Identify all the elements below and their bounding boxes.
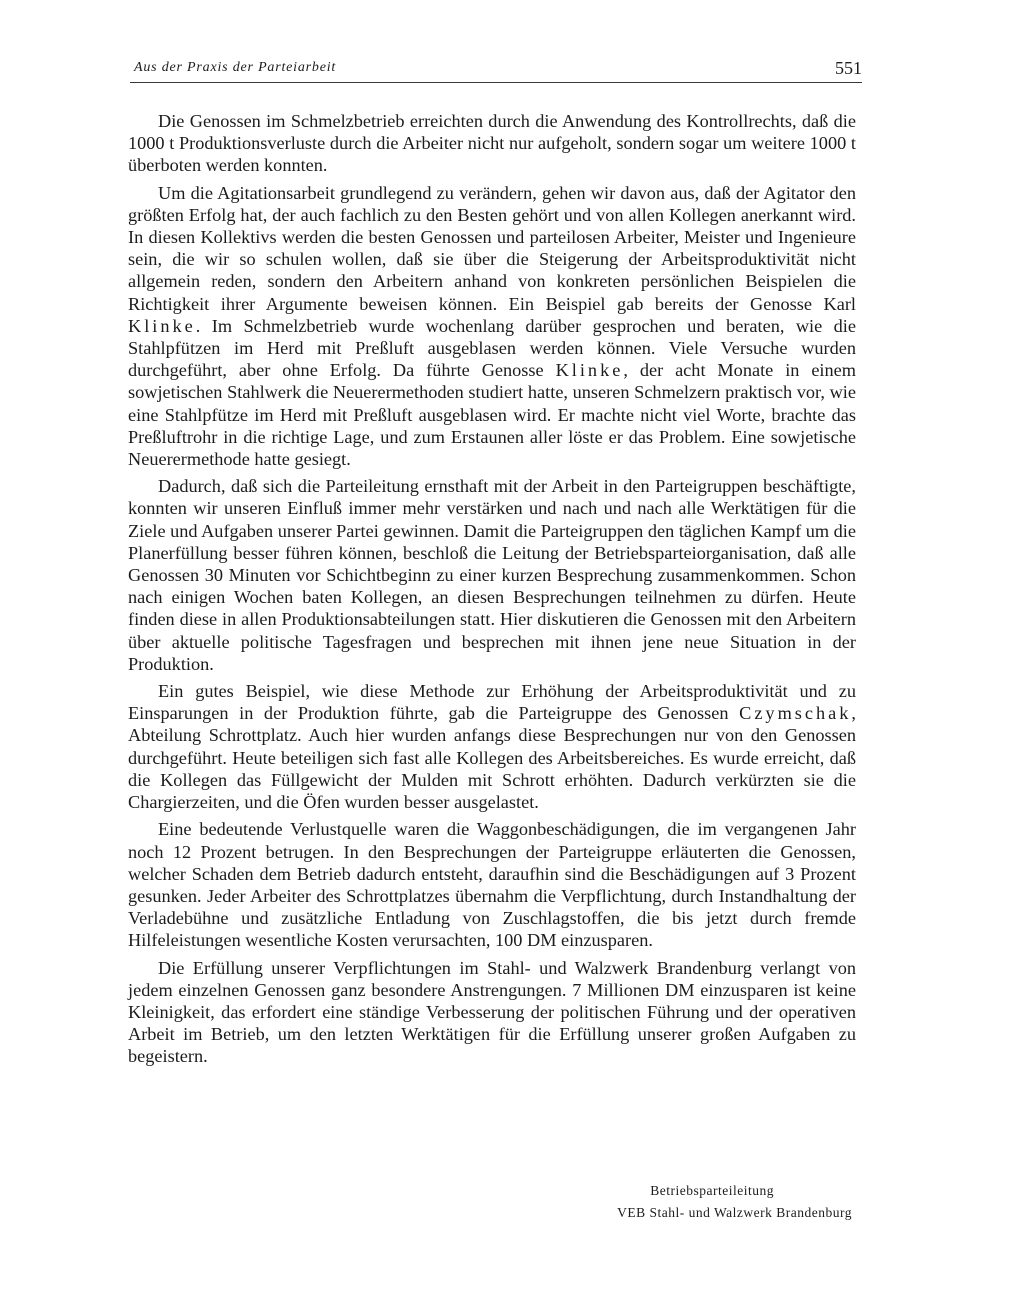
paragraph-1: Die Genossen im Schmelzbetrieb erreichten durch die Anwendung des Kontrollrechts, daß die 1000 t Produktionsverluste durch die Arbeiter nicht nur aufgeholt, sondern sogar um weitere 1000 t überboten werden konnten. (128, 111, 856, 176)
paragraph-4: Ein gutes Beispiel, wie diese Methode zur Erhöhung der Arbeitsproduktivität und zu Einsparungen in der Produktion führte, gab die Parteigruppe des Genossen Czymschak, Abteilung Schrottplatz. Auch hier wurden anfangs diese Besprechungen nur von den Genossen durchgeführt. Heute beteiligen sich fast alle Kollegen des Arbeitsbereiches. Es wurde erreicht, daß die Kollegen das Füllgewicht der Mulden mit Schrott erhöhten. Dadurch verkürzten sie die Chargierzeiten, und die Öfen wurden besser ausgelastet. (128, 681, 856, 813)
running-header (130, 58, 862, 83)
person-name-klinke: Klinke (555, 360, 624, 381)
person-name-klinke: Klinke (128, 315, 196, 336)
paragraph-2: Um die Agitationsarbeit grundlegend zu verändern, gehen wir davon aus, daß der Agitator den größten Erfolg hat, der auch fachlich zu den Besten gehört und von allen Kollegen anerkannt wird. In diesen Kollektivs werden die besten Genossen und parteilosen Arbeiter, Meister und Ingenieure sein, die wir so schulen wollen, daß sie über die Steigerung der Arbeitsproduktivität nicht allgemein reden, sondern den Arbeitern anhand von konkreten persönlichen Beispielen die Richtigkeit ihrer Argumente beweisen können. Ein Beispiel gab bereits der Genosse Karl Klinke. Im Schmelzbetrieb wurde wochenlang darüber gesprochen und beraten, wie die Stahlpfützen im Herd mit Preßluft ausgeblasen werden können. Viele Versuche wurden durchgeführt, aber ohne Erfolg. Da führte Genosse Klinke, der acht Monate in einem sowjetischen Stahlwerk die Neuerermethoden studiert hatte, unseren Schmelzern praktisch vor, wie eine Stahlpfütze im Herd mit Preßluft ausgeblasen wird. Er machte nicht viel Worte, brachte das Preßluftrohr in die richtige Lage, und zum Erstaunen aller löste er das Problem. Eine sowjetische Neuerermethode hatte gesiegt. (128, 182, 856, 470)
signature-block (617, 1180, 852, 1224)
running-title: Aus der Praxis der Parteiarbeit (134, 60, 337, 75)
person-name-czymschak: Czymschak (739, 703, 852, 724)
signature-line-1: Betriebsparteileitung (650, 1183, 774, 1198)
paragraph-6: Die Erfüllung unserer Verpflichtungen im Stahl- und Walzwerk Brandenburg verlangt von jedem einzelnen Genossen ganz besondere Anstrengungen. 7 Millionen DM einzusparen ist keine Kleinigkeit, das erfordert eine ständige Verbesserung der politischen Führung und der operativen Arbeit im Betrieb, um den letzten Werktätigen für die Erfüllung unserer großen Aufgaben zu begeistern. (128, 957, 856, 1067)
paragraph-5: Eine bedeutende Verlustquelle waren die Waggonbeschädigungen, die im vergangenen Jahr noch 12 Prozent betrugen. In den Besprechungen der Parteigruppe erläuterten die Genossen, welcher Schaden dem Betrieb dadurch entsteht, daraufhin sind die Beschädigungen auf 3 Prozent gesunken. Jeder Arbeiter des Schrottplatzes übernahm die Verpflichtung, durch Instandhaltung der Verladebühne und zusätzliche Entladung von Zuschlagstoffen, die bis jetzt durch fremde Hilfeleistungen wesentliche Kosten verursachten, 100 DM einzusparen. (128, 819, 856, 951)
article-body (128, 110, 856, 1073)
page-number: 551 (835, 58, 862, 78)
paragraph-3: Dadurch, daß sich die Parteileitung ernsthaft mit der Arbeit in den Parteigruppen beschäftigte, konnten wir unseren Einfluß immer mehr verstärken und nach und nach alle Werktätigen für die Ziele und Aufgaben unserer Partei gewinnen. Damit die Parteigruppen den täglichen Kampf um die Planerfüllung besser führen können, beschloß die Leitung der Betriebsparteiorganisation, daß alle Genossen 30 Minuten vor Schichtbeginn zu einer kurzen Besprechung zusammenkommen. Schon nach einigen Wochen baten Kollegen, an diesen Besprechungen teilnehmen zu dürfen. Heute finden diese in allen Produktionsabteilungen statt. Hier diskutieren die Genossen mit den Arbeitern über aktuelle politische Tagesfragen und besprechen mit ihnen jene neue Situation in der Produktion. (128, 476, 856, 674)
signature-line-2: VEB Stahl- und Walzwerk Brandenburg (617, 1205, 852, 1220)
